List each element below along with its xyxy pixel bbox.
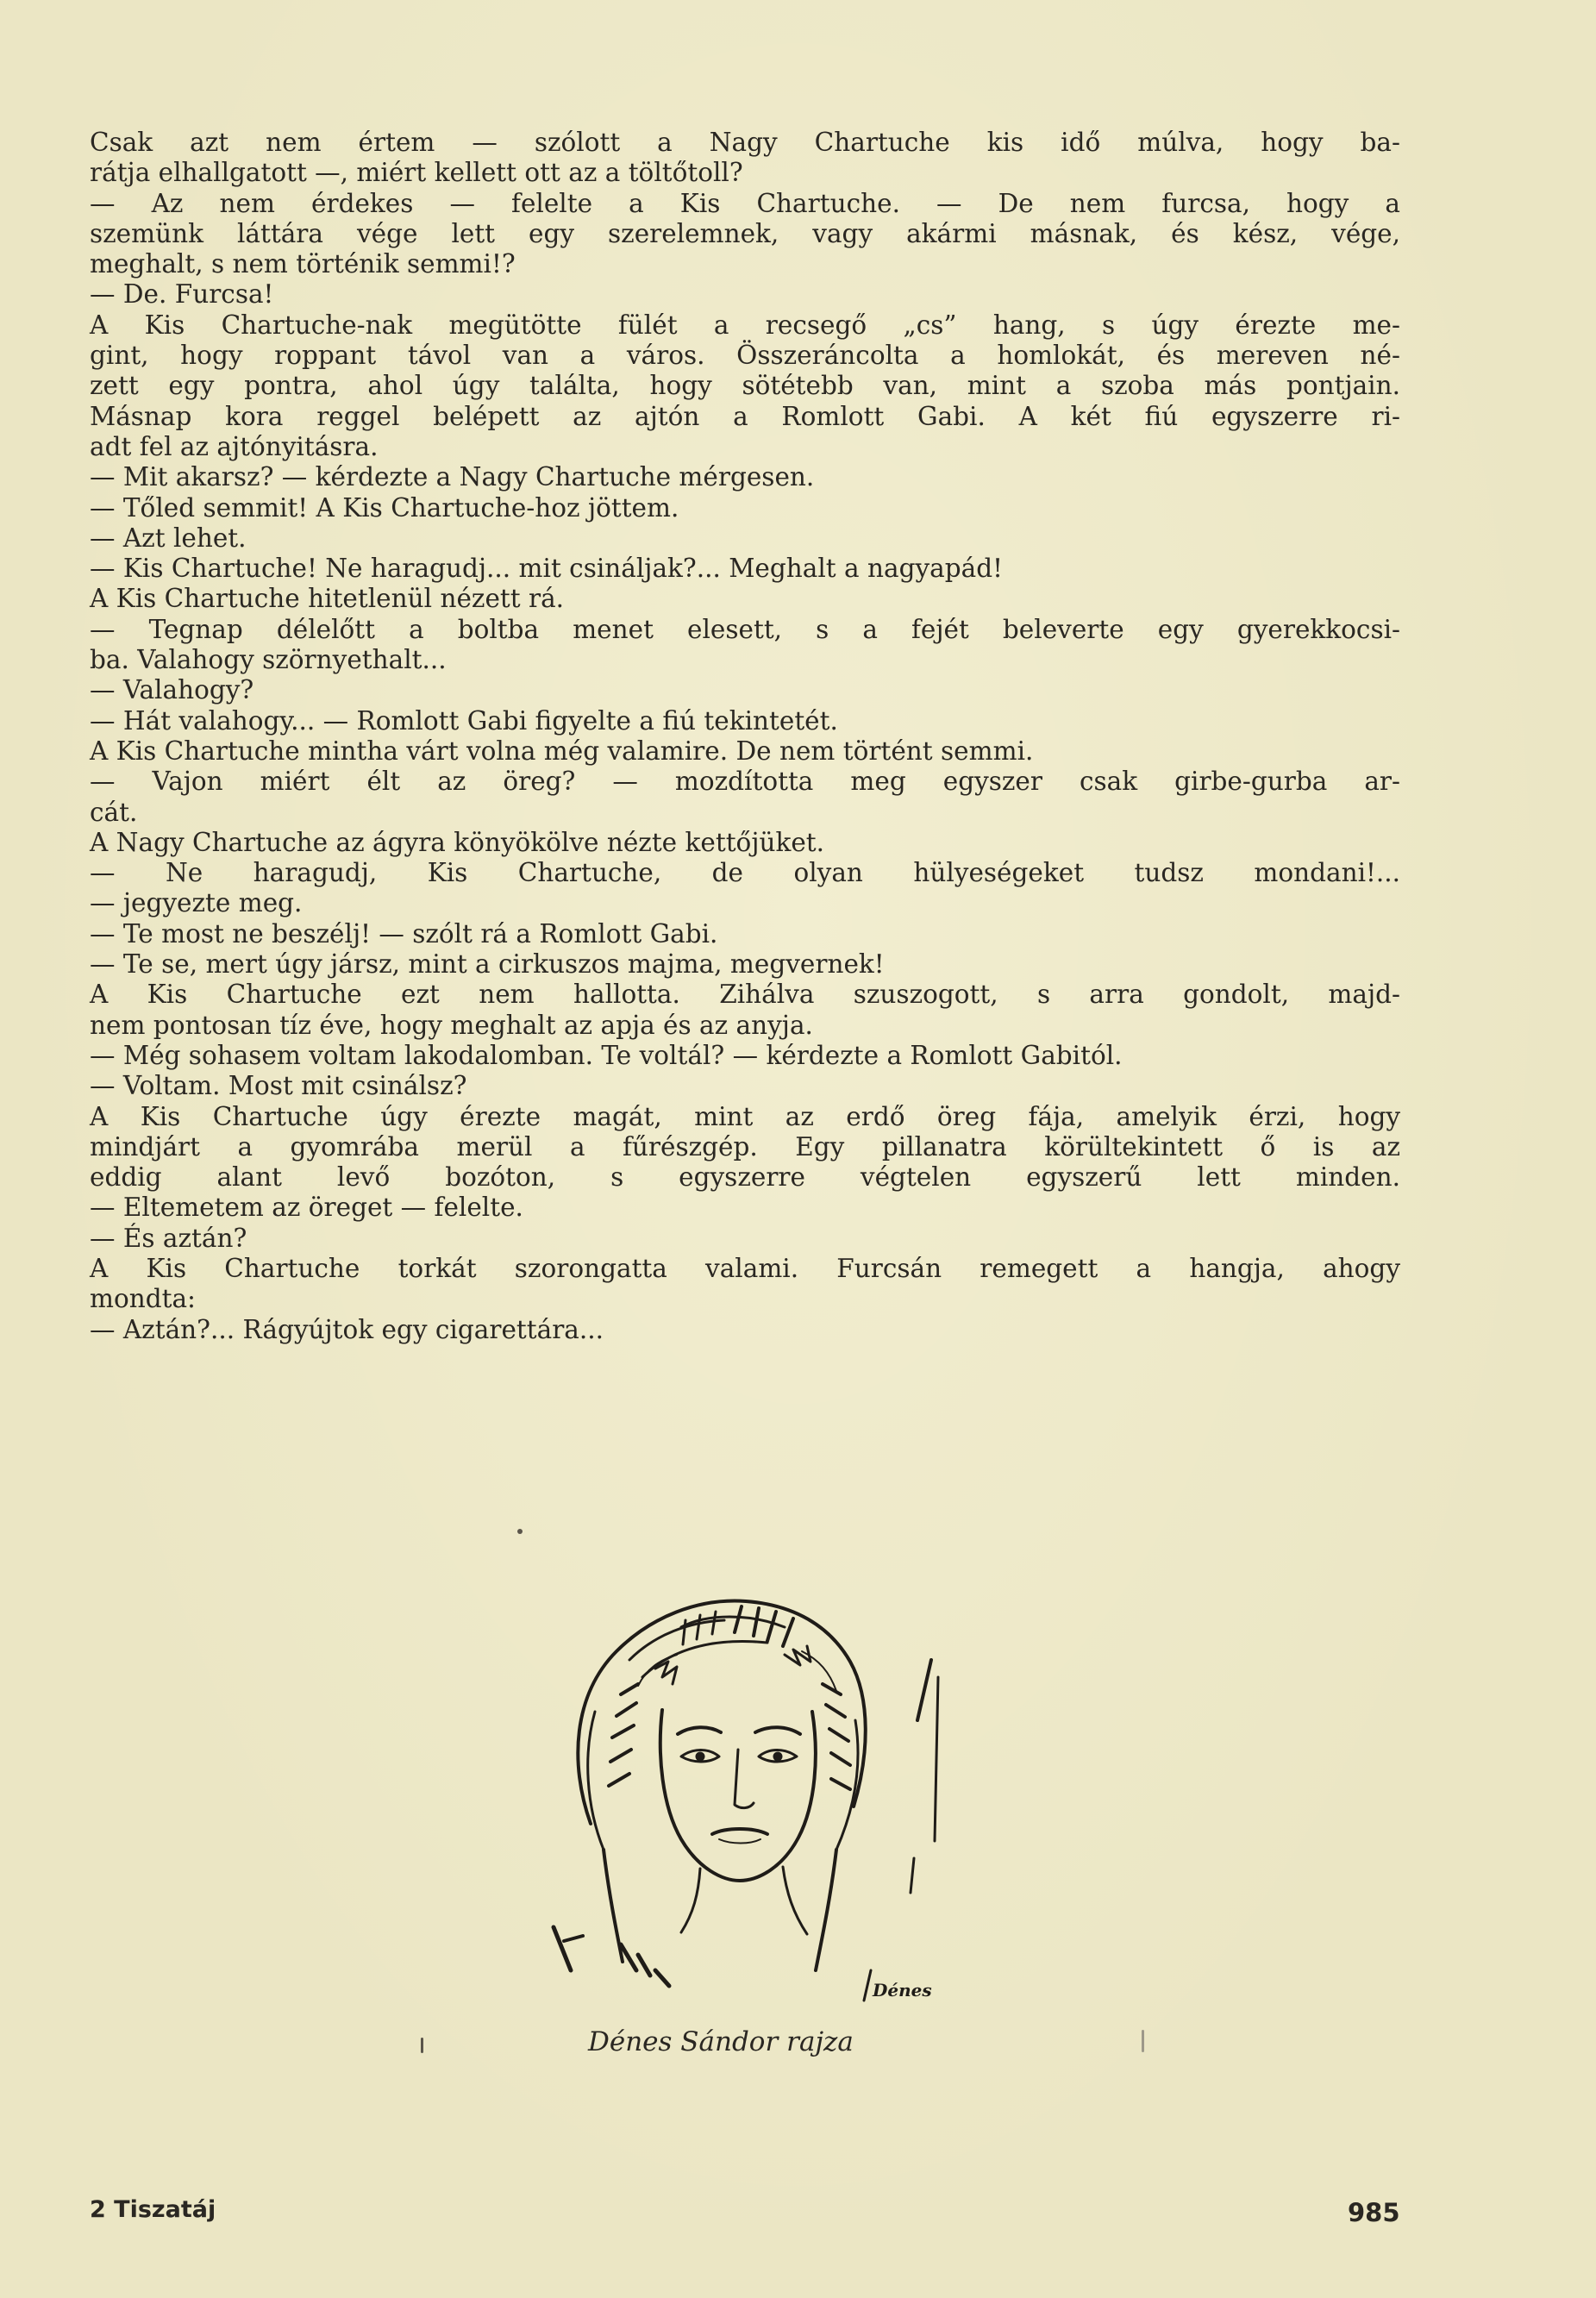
text-line: A Kis Chartuche mintha várt volna még valamire. De nem történt semmi. xyxy=(90,736,1034,766)
text-line: — Eltemetem az öreget — felelte. xyxy=(90,1193,523,1223)
text-line: ba. Valahogy szörnyethalt... xyxy=(90,645,447,675)
text-line: A Kis Chartuche úgy érezte magát, mint az erdő öreg fája, amelyik érzi, hogy xyxy=(90,1101,1400,1131)
text-line: A Kis Chartuche ezt nem hallotta. Zihálva szuszogott, s arra gondolt, majd- xyxy=(90,980,1400,1010)
text-line: eddig alant levő bozóton, s egyszerre végtelen egyszerű lett minden. xyxy=(90,1162,1400,1193)
text-line: A Nagy Chartuche az ágyra könyökölve nézte kettőjüket. xyxy=(90,827,825,857)
text-line: — Ne haragudj, Kis Chartuche, de olyan hülyeségeket tudsz mondani!... xyxy=(90,858,1400,888)
illustration-signature: Dénes xyxy=(873,1980,932,2001)
portrait-illustration xyxy=(509,1565,992,2013)
text-line: — Tőled semmit! A Kis Chartuche-hoz jöttem. xyxy=(90,492,679,523)
text-line: — Hát valahogy... — Romlott Gabi figyelte a fiú tekintetét. xyxy=(90,705,838,736)
paper-mark xyxy=(1142,2030,1144,2052)
text-line: — Még sohasem voltam lakodalomban. Te voltál? — kérdezte a Romlott Gabitól. xyxy=(90,1040,1123,1070)
journal-name: 2 Tiszatáj xyxy=(90,2196,216,2223)
text-line: Másnap kora reggel belépett az ajtón a Romlott Gabi. A két fiú egyszerre ri- xyxy=(90,401,1400,431)
story-text xyxy=(90,128,1400,1345)
text-line: — Te most ne beszélj! — szólt rá a Romlott Gabi. xyxy=(90,918,718,949)
text-line: — Az nem érdekes — felelte a Kis Chartuche. — De nem furcsa, hogy a xyxy=(90,188,1400,218)
page-number: 985 xyxy=(1348,2198,1400,2227)
illustration-caption: Dénes Sándor rajza xyxy=(588,2026,854,2057)
text-line: rátja elhallgatott —, miért kellett ott az a töltőtoll? xyxy=(90,158,743,188)
text-line: — Kis Chartuche! Ne haragudj... mit csináljak?... Meghalt a nagyapád! xyxy=(90,554,1003,584)
text-line: — Tegnap délelőtt a boltba menet elesett, s a fejét beleverte egy gyerekkocsi- xyxy=(90,614,1400,644)
text-line: — De. Furcsa! xyxy=(90,279,274,310)
text-line: mondta: xyxy=(90,1284,196,1314)
text-line: A Kis Chartuche torkát szorongatta valami. Furcsán remegett a hangja, ahogy xyxy=(90,1253,1400,1283)
text-line: — Te se, mert úgy jársz, mint a cirkuszos majma, megvernek! xyxy=(90,949,885,980)
text-line: Csak azt nem értem — szólott a Nagy Chartuche kis idő múlva, hogy ba- xyxy=(90,128,1400,157)
text-line: — Mit akarsz? — kérdezte a Nagy Chartuche mérgesen. xyxy=(90,462,815,492)
text-line: gint, hogy roppant távol van a város. Összeráncolta a homlokát, és mereven né- xyxy=(90,341,1400,371)
text-line: zett egy pontra, ahol úgy találta, hogy sötétebb van, mint a szoba más pontjain. xyxy=(90,371,1400,401)
text-line: — jegyezte meg. xyxy=(90,888,303,918)
text-line: szemünk láttára vége lett egy szerelemnek, vagy akármi másnak, és kész, vége, xyxy=(90,218,1400,248)
text-line: — Voltam. Most mit csinálsz? xyxy=(90,1071,467,1101)
text-line: cát. xyxy=(90,797,138,827)
text-line: A Kis Chartuche hitetlenül nézett rá. xyxy=(90,584,565,614)
text-line: — Aztán?... Rágyújtok egy cigarettára... xyxy=(90,1314,604,1344)
text-line: — És aztán? xyxy=(90,1223,247,1253)
paper-speck xyxy=(517,1529,523,1534)
text-line: meghalt, s nem történik semmi!? xyxy=(90,249,516,279)
text-line: — Valahogy? xyxy=(90,675,254,705)
text-line: A Kis Chartuche-nak megütötte fülét a recsegő „cs” hang, s úgy érezte me- xyxy=(90,310,1400,340)
text-line: nem pontosan tíz éve, hogy meghalt az apja és az anyja. xyxy=(90,1010,813,1040)
text-line: mindjárt a gyomrába merül a fűrészgép. Egy pillanatra körültekintett ő is az xyxy=(90,1131,1400,1162)
text-line: — Vajon miért élt az öreg? — mozdította meg egyszer csak girbe-gurba ar- xyxy=(90,767,1400,797)
text-line: adt fel az ajtónyitásra. xyxy=(90,431,379,461)
paper-mark xyxy=(421,2038,423,2053)
text-line: — Azt lehet. xyxy=(90,523,247,553)
